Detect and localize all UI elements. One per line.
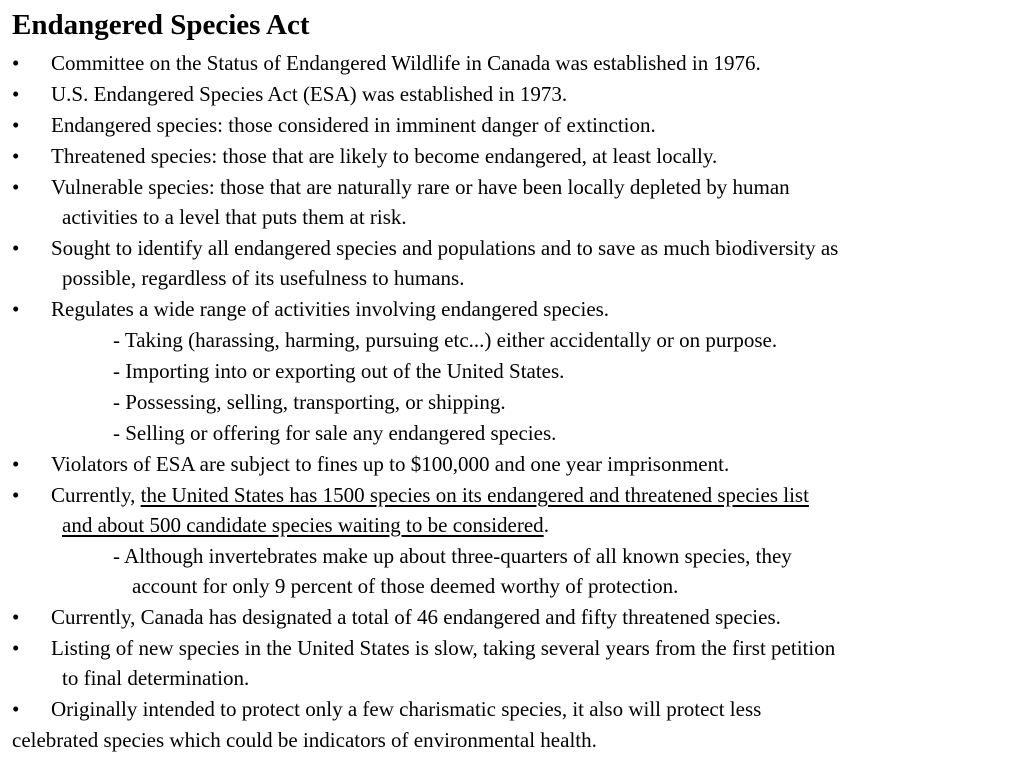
bullet-us-species-count-cont	[62, 512, 549, 538]
slide-title: Endangered Species Act	[12, 9, 310, 41]
bullet-biodiversity-goal-cont: possible, regardless of its usefulness to humans.	[62, 266, 465, 290]
bullet-marker: •	[12, 697, 20, 721]
subitem-importing: - Importing into or exporting out of the United States.	[113, 359, 565, 383]
bullet-regulated-activities: Regulates a wide range of activities involving endangered species.	[51, 297, 610, 321]
bullet-us-esa: U.S. Endangered Species Act (ESA) was established in 1973.	[51, 82, 568, 106]
candidate-species-underlined: and about 500 candidate species waiting to be considered	[62, 513, 544, 537]
bullet-marker: •	[12, 236, 20, 260]
bullet-marker: •	[12, 144, 20, 168]
bullet-threatened-definition: Threatened species: those that are likely to become endangered, at least locally.	[51, 144, 718, 168]
bullet-vulnerable-definition-cont: activities to a level that puts them at risk.	[62, 205, 407, 229]
bullet-biodiversity-goal: Sought to identify all endangered species and populations and to save as much biodiversity as	[51, 236, 839, 260]
bullet-marker: •	[12, 113, 20, 137]
bullet-marker: •	[12, 175, 20, 199]
bullet-marker: •	[12, 297, 20, 321]
bullet-marker: •	[12, 483, 20, 507]
bullet-marker: •	[12, 636, 20, 660]
subitem-selling: - Selling or offering for sale any endangered species.	[113, 421, 557, 445]
subitem-invertebrates: - Although invertebrates make up about three-quarters of all known species, they	[113, 544, 792, 568]
bullet-marker: •	[12, 51, 20, 75]
bullet-vulnerable-definition: Vulnerable species: those that are naturally rare or have been locally depleted by human	[51, 175, 790, 199]
bullet-endangered-definition: Endangered species: those considered in imminent danger of extinction.	[51, 113, 656, 137]
us-species-count-underlined: the United States has 1500 species on its endangered and threatened species list	[140, 483, 809, 507]
bullet-canada-designations: Currently, Canada has designated a total of 46 endangered and fifty threatened species.	[51, 605, 781, 629]
bullet-listing-slow: Listing of new species in the United States is slow, taking several years from the first petition	[51, 636, 836, 660]
bullet-charismatic-species: Originally intended to protect only a few charismatic species, it also will protect less	[51, 697, 762, 721]
bullet-charismatic-species-cont: celebrated species which could be indicators of environmental health.	[12, 728, 597, 752]
bullet-marker: •	[12, 82, 20, 106]
bullet-marker: •	[12, 605, 20, 629]
bullet-violator-penalties: Violators of ESA are subject to fines up to $100,000 and one year imprisonment.	[51, 452, 730, 476]
bullet-listing-slow-cont: to final determination.	[62, 666, 250, 690]
subitem-taking: - Taking (harassing, harming, pursuing etc...) either accidentally or on purpose.	[113, 328, 778, 352]
subitem-invertebrates-cont: account for only 9 percent of those deemed worthy of protection.	[132, 574, 679, 598]
us-species-count-suffix: .	[543, 513, 549, 537]
bullet-committee-canada: Committee on the Status of Endangered Wildlife in Canada was established in 1976.	[51, 51, 761, 75]
subitem-possessing: - Possessing, selling, transporting, or shipping.	[113, 390, 506, 414]
us-species-count-prefix: Currently,	[51, 483, 141, 507]
bullet-us-species-count	[51, 482, 809, 508]
bullet-marker: •	[12, 452, 20, 476]
